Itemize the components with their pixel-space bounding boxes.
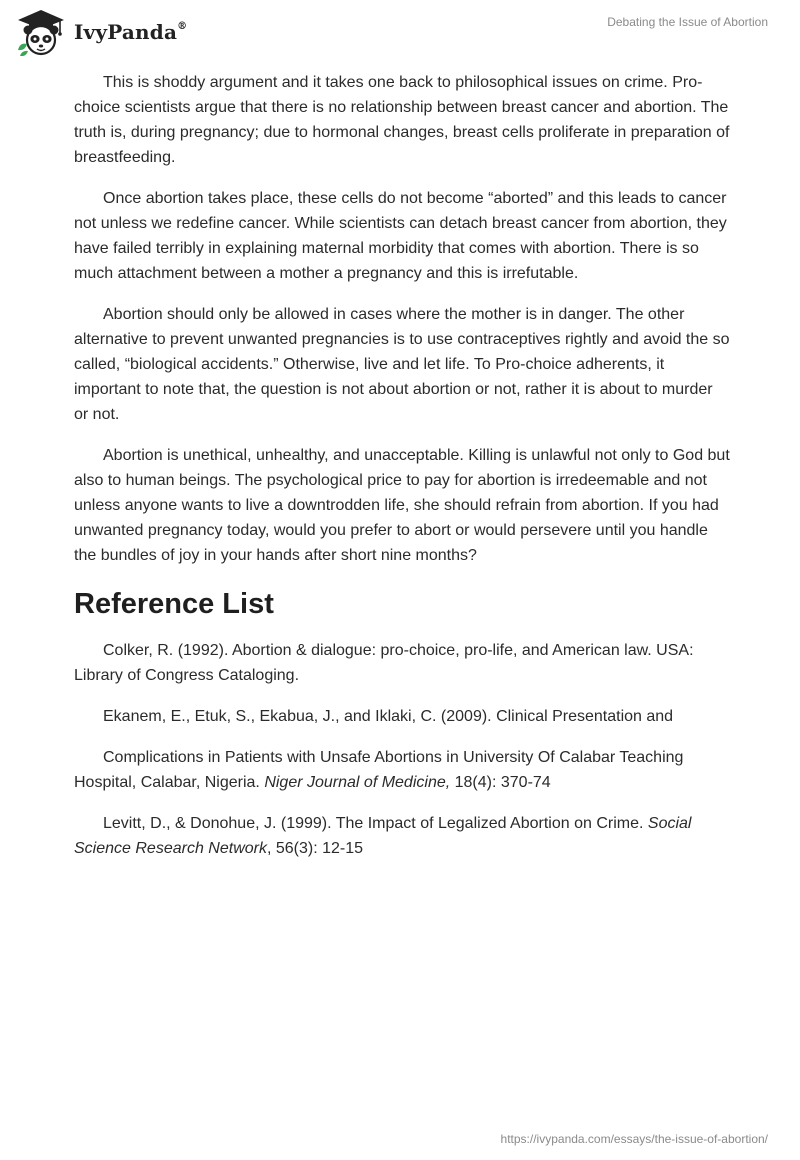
- panda-graduate-icon: [14, 8, 68, 56]
- body-paragraph: Abortion is unethical, unhealthy, and unacceptable. Killing is unlawful not only to God but also to human beings. The psychological price to pay for abortion is irredeemable and not unless anyone wants to live a downtrodden life, she should refrain from abortion. If you had unwanted pregnancy today, would you prefer to abort or would persevere until you handle the bundles of joy in your hands after short nine months?: [74, 447, 730, 564]
- body-paragraph: This is shoddy argument and it takes one back to philosophical issues on crime. Pro-choice scientists argue that there is no relationship between breast cancer and abortion. The truth is, during pregnancy; due to hormonal changes, breast cells proliferate in preparation of breastfeeding.: [74, 74, 730, 166]
- reference-journal: Social Science Research Network: [74, 815, 692, 857]
- essay-content: [74, 70, 730, 877]
- reference-item: [74, 811, 730, 861]
- reference-item: [74, 745, 730, 795]
- body-paragraph: Once abortion takes place, these cells do not become “aborted” and this leads to cancer not unless we redefine cancer. While scientists can detach breast cancer from abortion, they have failed terribly in explaining maternal morbidity that comes with abortion. There is so much attachment between a mother a pregnancy and this is irrefutable.: [74, 190, 727, 282]
- brand-name: IvyPanda®: [74, 20, 188, 44]
- reference-item: [74, 638, 730, 688]
- document-title: Debating the Issue of Abortion: [607, 15, 768, 29]
- reference-text: Complications in Patients with Unsafe Abortions in University Of Calabar Teaching Hospital, Calabar, Nigeria.: [74, 749, 684, 791]
- reference-details: 18(4): 370-74: [450, 774, 551, 791]
- reference-text: Levitt, D., & Donohue, J. (1999). The Impact of Legalized Abortion on Crime.: [103, 815, 648, 832]
- reference-details: , 56(3): 12-15: [266, 840, 364, 857]
- page-header: [0, 0, 800, 70]
- reference-text: Colker, R. (1992). Abortion & dialogue: pro-choice, pro-life, and American law. USA: Library of Congress Cataloging.: [74, 642, 694, 684]
- reference-journal: Niger Journal of Medicine,: [264, 774, 451, 791]
- reference-text: Ekanem, E., Etuk, S., Ekabua, J., and Iklaki, C. (2009). Clinical Presentation and: [103, 708, 674, 725]
- reference-list-heading: Reference List: [74, 588, 274, 620]
- body-paragraph: Abortion should only be allowed in cases where the mother is in danger. The other alternative to prevent unwanted pregnancies is to use contraceptives rightly and avoid the so called, “biological accidents.” Otherwise, live and let life. To Pro-choice adherents, it important to note that, the question is not about abortion or not, rather it is about to murder or not.: [74, 306, 730, 423]
- reference-item: [74, 704, 730, 729]
- source-url[interactable]: https://ivypanda.com/essays/the-issue-of-abortion/: [500, 1132, 768, 1146]
- brand-logo[interactable]: [14, 8, 187, 56]
